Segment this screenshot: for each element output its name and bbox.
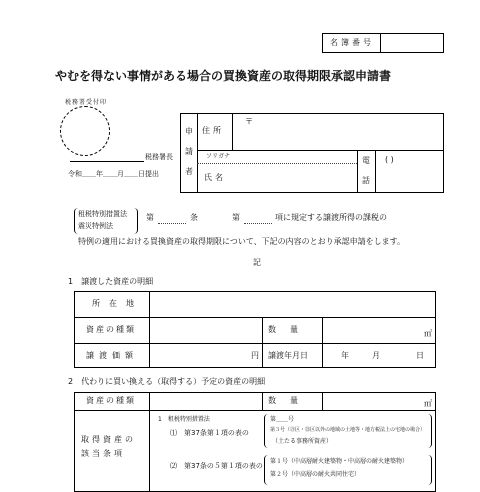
s1-mid-col	[262, 317, 263, 368]
opt2-right-2: 第２号（中高層の耐火共同住宅）	[270, 471, 361, 478]
opt1-title: 1 租税特別措置法	[158, 416, 210, 423]
applicant-group-divider	[197, 113, 198, 193]
office-name-line	[70, 161, 144, 162]
s1-date-label: 譲渡年月日	[268, 351, 308, 360]
s1-location-label: 所在地	[92, 299, 143, 308]
s2-type-label: 資産の種類	[86, 396, 136, 405]
applicant-group-label-3: 者	[185, 167, 193, 176]
s1-mid-col-2	[322, 317, 323, 368]
opt1-text: ⑴ 第37条第１項の表の	[170, 429, 249, 437]
opt1-right-1: 第＿＿号	[270, 416, 295, 423]
s1-row1-divider	[74, 317, 436, 318]
section2-heading: 2 代わりに買い換える（取得する）予定の資産の明細	[68, 377, 266, 386]
ki-heading: 記	[253, 258, 261, 267]
submission-date: 令和＿＿年＿＿月＿＿日提出	[68, 170, 159, 178]
phone-label-divider	[375, 150, 376, 193]
registry-divider	[380, 33, 381, 53]
s1-yen: 円	[251, 351, 259, 360]
office-suffix: 税務署長	[145, 153, 173, 161]
intro-dai-1: 第	[146, 213, 154, 222]
opt1-right-3: （土たる事務所資産）	[272, 438, 333, 445]
s2-clause-label-2: 該当条項	[81, 449, 125, 458]
s1-price-label: 譲渡価額	[86, 351, 138, 360]
paragraph-blank	[244, 223, 272, 224]
furigana-divider	[197, 163, 357, 164]
opt2-text: ⑵ 第37条の５第１項の表の	[170, 462, 263, 470]
s1-year: 年	[341, 351, 349, 360]
applicant-group-label-1: 申	[185, 127, 193, 136]
s2-quantity-label: 数量	[268, 396, 312, 405]
opt1-right-2: 第３号（㉑区・㉓区以外の地域の土地等・地方税法上の宅地の場合）	[270, 427, 426, 433]
label-column-divider	[232, 113, 233, 150]
s1-type-label: 資産の種類	[86, 325, 136, 334]
address-row-divider	[197, 150, 444, 151]
intro-dai-2: 第	[232, 213, 240, 222]
postal-mark: 〒	[245, 117, 253, 126]
applicant-group-label-2: 請	[185, 147, 193, 156]
intro-rest: 項に規定する譲渡所得の課税の	[275, 213, 387, 222]
receipt-stamp-text: 税務署受付印	[65, 99, 108, 106]
s2-label-col	[149, 392, 150, 492]
opt2-right-1: 第１号（中高層耐火建築物・中高層の耐火建築物）	[270, 458, 409, 465]
registry-label: 名簿番号	[330, 38, 374, 47]
intro-jo: 条	[190, 213, 198, 222]
s1-unit-area: ㎡	[424, 329, 432, 338]
phone-label-2: 話	[362, 176, 370, 185]
s1-row2-divider	[74, 343, 436, 344]
intro-line2: 特例の適用における買換資産の取得期限について、下記の内容のとおり承認申請をします。	[78, 237, 406, 246]
s2-clause-label-1: 取得資産の	[81, 435, 136, 444]
s1-label-col	[149, 291, 150, 368]
law-bracket-line2: 震災特例法	[78, 222, 113, 230]
page-title: やむを得ない事情がある場合の買換資産の取得期限承認申請書	[55, 69, 392, 83]
address-label: 住所	[202, 126, 224, 135]
s2-mid-col-2	[322, 392, 323, 410]
s2-row1-divider	[74, 410, 436, 411]
s2-unit-area: ㎡	[424, 399, 432, 408]
s1-month: 月	[372, 351, 380, 360]
name-label: 氏名	[204, 173, 226, 182]
phone-divider	[357, 150, 358, 193]
section1-heading: 1 譲渡した資産の明細	[68, 277, 154, 286]
furigana-label: ソリガナ	[206, 153, 230, 160]
article-blank	[158, 223, 186, 224]
receipt-stamp-circle	[60, 106, 110, 156]
s2-mid-col	[262, 392, 263, 410]
s1-day: 日	[416, 351, 424, 360]
phone-label-1: 電	[362, 156, 370, 165]
s1-quantity-label: 数量	[268, 325, 312, 334]
phone-parentheses: ( )	[385, 155, 394, 164]
law-bracket-line1: 租税特別措置法	[78, 210, 127, 218]
